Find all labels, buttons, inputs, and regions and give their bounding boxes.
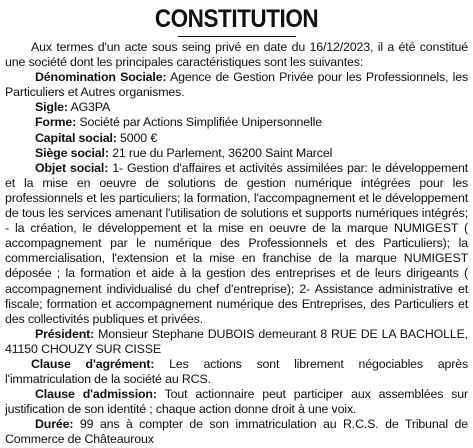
field-value: Les actions sont librement négociables après l'immatriculation de la société au RCS. bbox=[5, 356, 469, 387]
intro-paragraph: Aux termes d'un acte sous seing privé en date du 16/12/2023, il a été constitué une société dont les principales caractéristiques sont les suivantes: bbox=[5, 40, 468, 70]
field-label: Clause d'agrément: bbox=[31, 356, 155, 371]
field-value: 5000 € bbox=[116, 130, 158, 145]
notice-body bbox=[5, 40, 468, 448]
field-sigle bbox=[5, 100, 468, 115]
field-value: Agence de Gestion Privée pour les Professionnels, les Particuliers et Autres organismes. bbox=[5, 70, 468, 100]
field-denomination bbox=[5, 70, 468, 100]
field-label: Capital social: bbox=[35, 130, 117, 145]
field-capital bbox=[5, 131, 468, 146]
field-siege bbox=[5, 146, 468, 161]
field-label: Forme: bbox=[35, 115, 77, 130]
field-value: Tout actionnaire peut participer aux assemblées sur justification de son identité ; chaque action donne droit à une voix. bbox=[5, 387, 468, 417]
field-duree bbox=[5, 417, 468, 447]
field-label: Clause d'admission: bbox=[35, 387, 157, 402]
field-label: Objet social: bbox=[35, 160, 109, 175]
field-admission bbox=[5, 387, 468, 417]
field-value: Monsieur Stephane DUBOIS demeurant 8 RUE DE LA BACHOLLE, 41150 CHOUZY SUR CISSE bbox=[5, 326, 468, 356]
field-label: Sigle: bbox=[35, 100, 68, 115]
field-label: Dénomination Sociale: bbox=[35, 70, 167, 85]
field-president bbox=[5, 327, 468, 357]
title-underline bbox=[178, 36, 296, 37]
field-label: Durée: bbox=[35, 417, 74, 432]
field-label: Président: bbox=[35, 326, 95, 341]
field-forme bbox=[5, 115, 468, 130]
field-value: 21 rue du Parlement, 36200 Saint Marcel bbox=[108, 145, 333, 160]
field-value: 1- Gestion d'affaires et activités assimilées par: le développement et la mise en oeuvre de solutions de gestion numérique intégrées pour les professionnels et les particuliers; la formation, l'accompagnement et le développement de tous les services amenant l'utilisation de solutions et supports numériques intégrés; - la création, le développement et la mise en oeuvre de la marque NUMIGEST ( accompagnement par le numérique des Professionnels et des Particuliers); la commercialisation, l'extension et la mise en franchise de la marque NUMIGEST déposée ; la formation et aide à la gestion des entreprises et de leurs dirigeants ( accompagnement individualisé du chef d'entreprise); 2- Assistance administrative et fiscale; formation et accompagnement numérique des Entreprises, des Particuliers et des collectivités publiques et privées. bbox=[5, 160, 468, 326]
notice-title: CONSTITUTION bbox=[154, 5, 319, 33]
field-value: Société par Actions Simplifiée Unipersonnelle bbox=[76, 115, 322, 130]
field-agrement bbox=[5, 357, 468, 387]
field-label: Siège social: bbox=[35, 145, 109, 160]
field-value: AG3PA bbox=[67, 100, 111, 115]
field-objet bbox=[5, 161, 468, 327]
field-value: 99 ans à compter de son immatriculation au R.C.S. de Tribunal de Commerce de Châteauroux bbox=[5, 417, 468, 447]
